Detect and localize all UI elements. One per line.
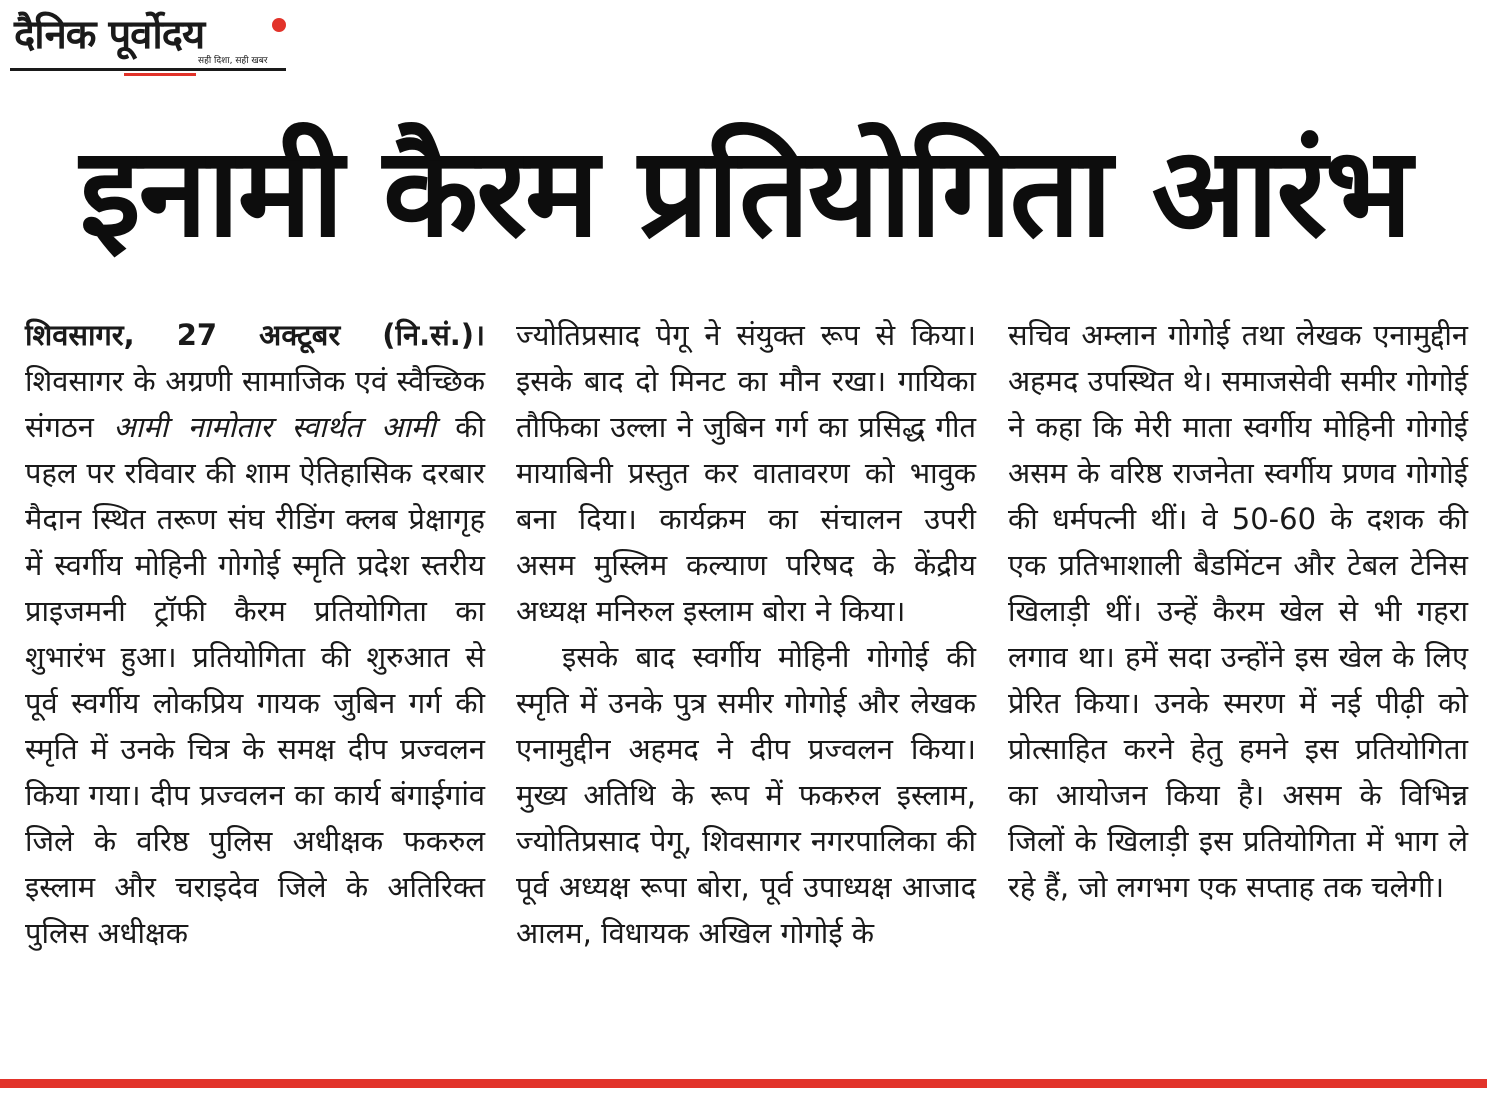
article-paragraph: इसके बाद स्वर्गीय मोहिनी गोगोई की स्मृति में उनके पुत्र समीर गोगोई और लेखक एनामुद्दीन अहमद ने दीप प्रज्वलन किया। मुख्य अतिथि के रूप में फकरुल इस्लाम, ज्योतिप्रसाद पेगू, शिवसागर नगरपालिका की पूर्व अध्यक्ष रूपा बोरा, पूर्व उपाध्यक्ष आजाद आलम, विधायक अखिल गोगोई के — [516, 640, 976, 950]
newspaper-tagline: सही दिशा, सही खबर — [198, 56, 268, 66]
article-column-2 — [516, 312, 976, 956]
article-dateline: शिवसागर, 27 अक्टूबर (नि.सं.)। — [25, 318, 485, 352]
organization-name: आमी नामोतार स्वार्थत आमी — [113, 410, 436, 444]
article-paragraph — [25, 312, 485, 956]
article-text: शिवसागर के अग्रणी सामाजिक एवं स्वैच्छिक संगठन — [25, 364, 485, 444]
article-headline: इनामी कैरम प्रतियोगिता आरंभ — [79, 121, 1411, 265]
masthead-rule — [10, 68, 286, 71]
brand-red-dot — [272, 18, 286, 32]
bottom-red-rule — [0, 1079, 1487, 1088]
article-paragraph: ज्योतिप्रसाद पेगू ने संयुक्त रूप से किया। इसके बाद दो मिनट का मौन रखा। गायिका तौफिका उल्ला ने जुबिन गर्ग का प्रसिद्ध गीत मायाबिनी प्रस्तुत कर वातावरण को भावुक बना दिया। कार्यक्रम का संचालन उपरी असम मुस्लिम कल्याण परिषद के केंद्रीय अध्यक्ष मनिरुल इस्लाम बोरा ने किया। — [516, 318, 976, 628]
article-column-3 — [1008, 312, 1468, 910]
article-paragraph: सचिव अम्लान गोगोई तथा लेखक एनामुद्दीन अहमद उपस्थित थे। समाजसेवी समीर गोगोई ने कहा कि मेरी माता स्वर्गीय मोहिनी गोगोई असम के वरिष्ठ राजनेता स्वर्गीय प्रणव गोगोई की धर्मपत्नी थीं। वे 50-60 के दशक की एक प्रतिभाशाली बैडमिंटन और टेबल टेनिस खिलाड़ी थीं। उन्हें कैरम खेल से भी गहरा लगाव था। हमें सदा उन्होंने इस खेल के लिए प्रेरित किया। उनके स्मरण में नई पीढ़ी को प्रोत्साहित करने हेतु हमने इस प्रतियोगिता का आयोजन किया है। असम के विभिन्न जिलों के खिलाड़ी इस प्रतियोगिता में भाग ले रहे हैं, जो लगभग एक सप्ताह तक चलेगी। — [1008, 318, 1468, 904]
newspaper-masthead — [10, 8, 286, 72]
masthead-red-strip — [124, 73, 196, 76]
newspaper-name: दैनिक पूर्वोदय — [14, 12, 205, 58]
article-column-1 — [25, 312, 485, 956]
article-text: की पहल पर रविवार की शाम ऐतिहासिक दरबार मैदान स्थित तरूण संघ रीडिंग क्लब प्रेक्षागृह में स्वर्गीय मोहिनी गोगोई स्मृति प्रदेश स्तरीय प्राइजमनी ट्रॉफी कैरम प्रतियोगिता का शुभारंभ हुआ। प्रतियोगिता की शुरुआत से पूर्व स्वर्गीय लोकप्रिय गायक जुबिन गर्ग की स्मृति में उनके चित्र के समक्ष दीप प्रज्वलन किया गया। दीप प्रज्वलन का कार्य बंगाईगांव जिले के वरिष्ठ पुलिस अधीक्षक फकरुल इस्लाम और चराइदेव जिले के अतिरिक्त पुलिस अधीक्षक — [25, 410, 485, 950]
